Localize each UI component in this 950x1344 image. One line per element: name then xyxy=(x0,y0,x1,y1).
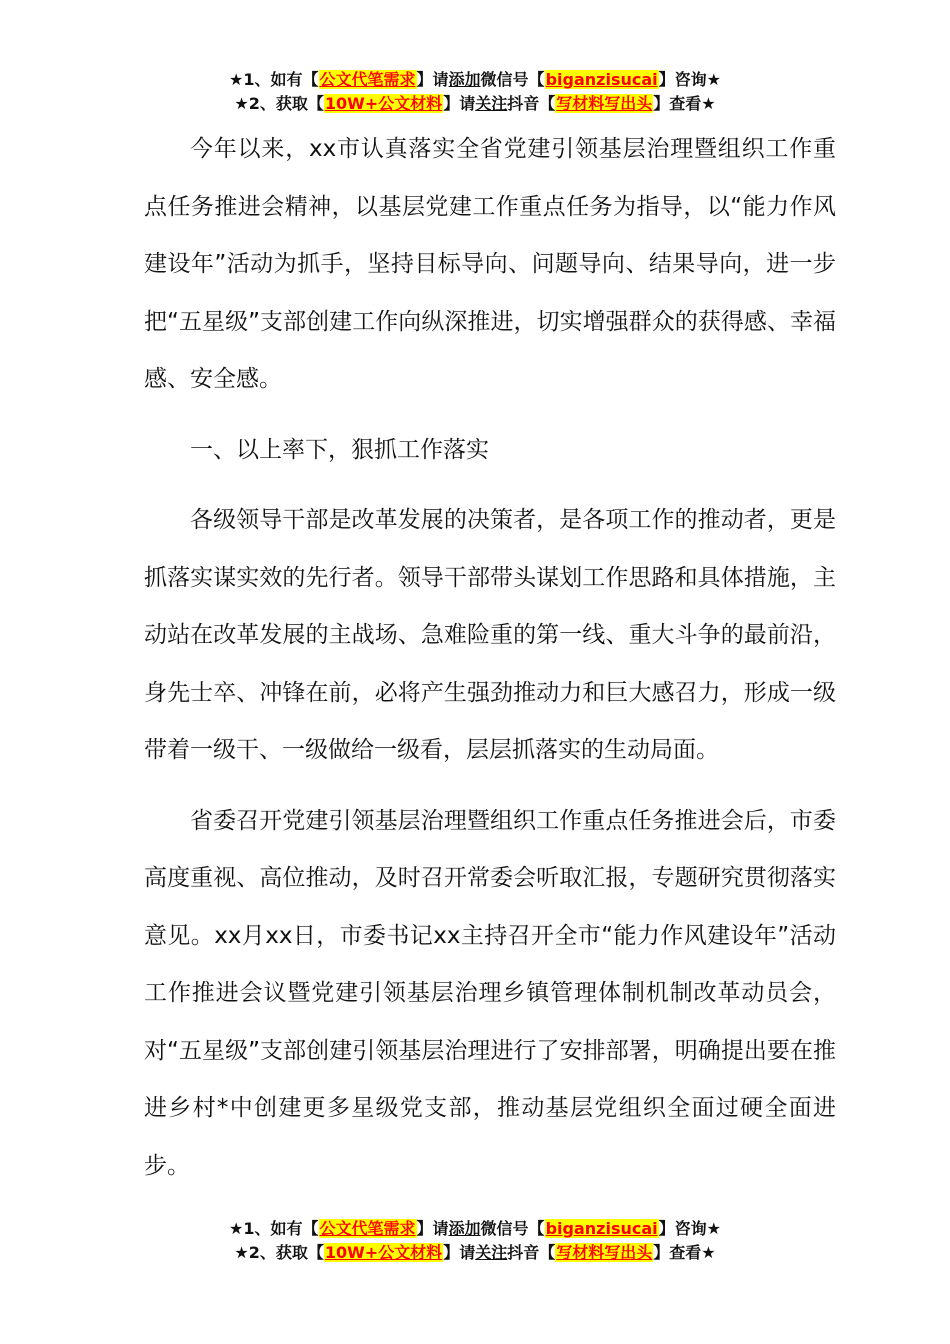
banner-line-2 xyxy=(0,92,950,116)
section-heading: 一、以上率下，狠抓工作落实 xyxy=(190,436,489,463)
banner-text: 】咨询★ xyxy=(658,70,721,89)
highlight-materials: 10W+公文材料 xyxy=(324,1243,443,1262)
highlight-wechat-id: biganzisucai xyxy=(545,70,658,89)
banner-text: 】请 xyxy=(416,70,449,89)
banner-text: 】请 xyxy=(416,1219,449,1238)
banner-text: 】咨询★ xyxy=(658,1219,721,1238)
document-body xyxy=(144,121,836,1195)
banner-text: ★1、如有【 xyxy=(229,70,319,89)
banner-text: 抖音【 xyxy=(507,1243,556,1262)
banner-text: 微信号【 xyxy=(480,70,545,89)
banner-line-1 xyxy=(0,68,950,92)
underlined-text: 关注 xyxy=(475,1243,508,1262)
banner-text: 】查看★ xyxy=(653,94,716,113)
banner-text: ★1、如有【 xyxy=(229,1219,319,1238)
paragraph-leadership: 各级领导干部是改革发展的决策者，是各项工作的推动者，更是抓落实谋实效的先行者。领导干部带头谋划工作思路和具体措施，主动站在改革发展的主战场、急难险重的第一线、重大斗争的最前沿，身先士卒、冲锋在前，必将产生强劲推动力和巨大感召力，形成一级带着一级干、一级做给一级看，层层抓落实的生动局面。 xyxy=(144,507,836,763)
banner-text: ★2、获取【 xyxy=(234,94,324,113)
banner-text: 】查看★ xyxy=(653,1243,716,1262)
underlined-text: 添加 xyxy=(448,70,481,89)
banner-line-2 xyxy=(0,1241,950,1265)
highlight-wechat-id: biganzisucai xyxy=(545,1219,658,1238)
banner-text: ★2、获取【 xyxy=(234,1243,324,1262)
banner-text: 】请 xyxy=(443,94,476,113)
underlined-text: 关注 xyxy=(475,94,508,113)
highlight-materials: 10W+公文材料 xyxy=(324,94,443,113)
highlight-douyin-account: 写材料写出头 xyxy=(556,1243,653,1262)
highlight-service: 公文代笔需求 xyxy=(319,70,416,89)
underlined-text: 添加 xyxy=(448,1219,481,1238)
footer-banner xyxy=(0,1217,950,1265)
banner-text: 微信号【 xyxy=(480,1219,545,1238)
highlight-douyin-account: 写材料写出头 xyxy=(556,94,653,113)
header-banner xyxy=(0,68,950,116)
banner-text: 】请 xyxy=(443,1243,476,1262)
banner-text: 抖音【 xyxy=(507,94,556,113)
paragraph-intro: 今年以来，xx市认真落实全省党建引领基层治理暨组织工作重点任务推进会精神，以基层党建工作重点任务为指导，以“能力作风建设年”活动为抓手，坚持目标导向、问题导向、结果导向，进一步把“五星级”支部创建工作向纵深推进，切实增强群众的获得感、幸福感、安全感。 xyxy=(144,136,836,392)
banner-line-1 xyxy=(0,1217,950,1241)
highlight-service: 公文代笔需求 xyxy=(319,1219,416,1238)
paragraph-meeting: 省委召开党建引领基层治理暨组织工作重点任务推进会后，市委高度重视、高位推动，及时召开常委会听取汇报，专题研究贯彻落实意见。xx月xx日，市委书记xx主持召开全市“能力作风建设年”活动工作推进会议暨党建引领基层治理乡镇管理体制机制改革动员会，对“五星级”支部创建引领基层治理进行了安排部署，明确提出要在推进乡村*中创建更多星级党支部，推动基层党组织全面过硬全面进步。 xyxy=(144,807,836,1179)
